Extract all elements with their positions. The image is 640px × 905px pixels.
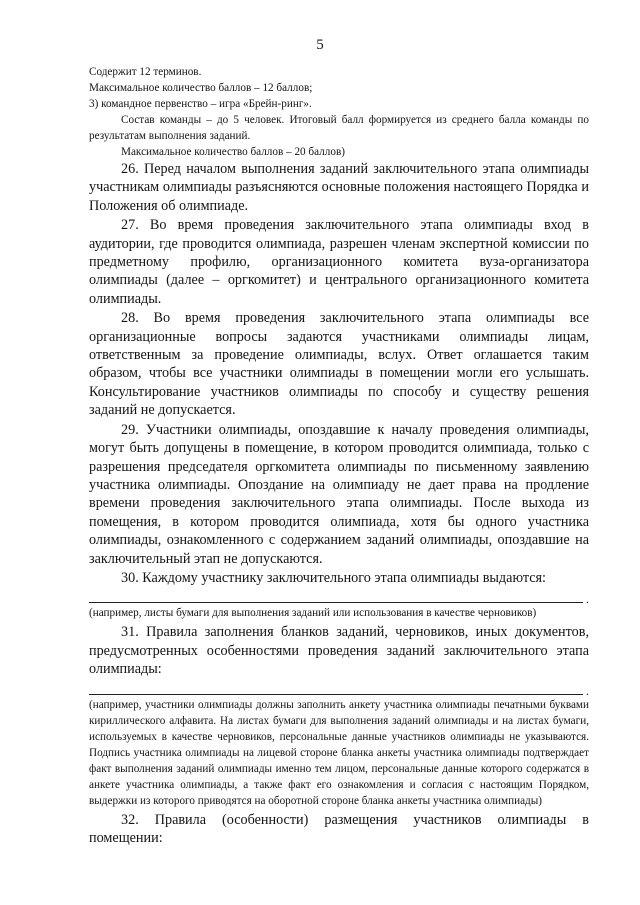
- paragraph-32: 32. Правила (особенности) размещения участников олимпиады в помещении:: [89, 811, 589, 846]
- paragraph-30: 30. Каждому участнику заключительного этапа олимпиады выдаются:: [121, 569, 546, 586]
- paragraph-29: 29. Участники олимпиады, опоздавшие к началу проведения олимпиады, могут быть допущены в помещение, в котором проводится олимпиада, только с разрешения председателя оргкомитета олимпиады по письменному заявлению участника олимпиады. Опоздание на олимпиаду не дает права на продление времени проведения заключительного этапа олимпиады. После выхода из помещения, в котором проводится олимпиада, хотя бы одного участника олимпиады, ознакомленного с содержанием заданий олимпиады, опоздавшие на заключительный этап не допускаются.: [89, 421, 589, 567]
- line-team-brain-ring: 3) командное первенство – игра «Брейн-ринг».: [89, 98, 312, 110]
- line-max-score-20: Максимальное количество баллов – 20 баллов): [121, 146, 345, 158]
- paragraph-27: 27. Во время проведения заключительного этапа олимпиады вход в аудитории, где проводится олимпиада, разрешен членам экспертной комиссии по предметному профилю, организационного комитета вуза-организатора олимпиады (далее – оргкомитет) и центрального организационного комитета олимпиады.: [89, 217, 589, 307]
- fill-in-line-31: [89, 682, 589, 698]
- fill-in-line-terminator: .: [586, 592, 589, 607]
- paragraph-26: 26. Перед началом выполнения заданий заключительного этапа олимпиады участникам олимпиады разъясняются основные положения настоящего Порядка и Положения об олимпиаде.: [89, 161, 589, 214]
- note-30: (например, листы бумаги для выполнения заданий или использования в качестве черновиков): [89, 607, 537, 620]
- line-terms-count: Содержит 12 терминов.: [89, 66, 202, 78]
- note-31: (например, участники олимпиады должны заполнить анкету участника олимпиады печатными буквами кириллического алфавита. На листах бумаги для выполнения заданий олимпиады и на листах бумаги, используемых в качестве черновиков, персональные данные участников олимпиады не указываются. Подпись участника олимпиады на лицевой стороне бланка анкеты участника олимпиады подтверждает факт выполнения заданий олимпиады именно тем лицом, персональные данные которого содержатся в анкете участника олимпиады, а также факт его ознакомления и согласия с настоящим Порядком, выдержки из которого приводятся на оборотной стороне бланка анкеты участника олимпиады): [89, 698, 589, 807]
- paragraph-28: 28. Во время проведения заключительного этапа олимпиады все организационные вопросы задаются участниками олимпиады лицам, ответственным за проведение олимпиады, вслух. Ответ оглашается таким образом, чтобы все участники олимпиады в помещении могли его услышать. Консультирование участников олимпиады по способу и существу решения заданий не допускается.: [89, 310, 589, 419]
- paragraph-31: 31. Правила заполнения бланков заданий, черновиков, иных документов, предусмотренных особенностями проведения заданий заключительного этапа олимпиады:: [89, 624, 589, 678]
- line-max-score-12: Максимальное количество баллов – 12 баллов;: [89, 82, 313, 94]
- document-body: [89, 64, 589, 847]
- fill-in-line-30: [89, 590, 589, 607]
- page-number: 5: [316, 37, 324, 53]
- line-team-composition: Состав команды – до 5 человек. Итоговый балл формируется из среднего балла команды по результатам выполнения заданий.: [89, 114, 589, 142]
- fill-in-line-terminator: .: [586, 683, 589, 698]
